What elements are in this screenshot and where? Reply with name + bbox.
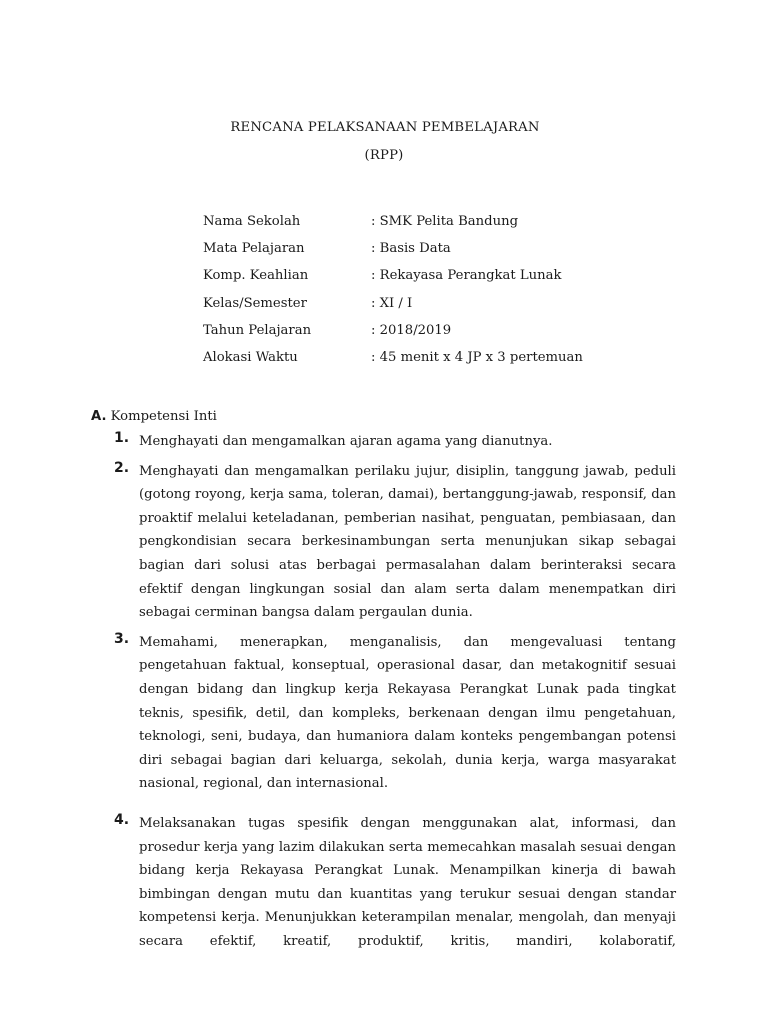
info-value: : XI / I xyxy=(371,295,413,311)
item-text: Melaksanakan tugas spesifik dengan menggunakan alat, informasi, dan prosedur kerja yang lazim dilakukan serta memecahkan masalah sesuai dengan bidang kerja Rekayasa Perangkat Lunak. Menampilkan kinerja di bawah bimbingan dengan mutu dan kuantitas yang terukur sesuai dengan standar kompetensi kerja. Menunjukkan keterampilan menalar, mengolah, dan menyaji secara efektif, kreatif, produktif, kritis, mandiri, kolaboratif, xyxy=(139,815,676,949)
item-number: 4. xyxy=(114,811,130,828)
info-label: Kelas/Semester xyxy=(203,295,307,311)
info-row-expertise xyxy=(203,266,583,293)
document-title: RENCANA PELAKSANAAN PEMBELAJARAN xyxy=(230,120,540,135)
info-row-class xyxy=(203,294,583,321)
info-value: : Rekayasa Perangkat Lunak xyxy=(371,268,562,284)
info-label: Mata Pelajaran xyxy=(203,241,305,257)
list-item xyxy=(114,631,676,796)
item-text: Menghayati dan mengamalkan perilaku jujur, disiplin, tanggung jawab, peduli (gotong royong, kerja sama, toleran, damai), bertanggung-jawab, responsif, dan proaktif melalui keteladanan, pemberian nasihat, penguatan, pembiasaan, dan pengkondisian secara berkesinambungan serta menunjukan sikap sebagai bagian dari solusi atas berbagai permasalahan dalam berinteraksi secara efektif dengan lingkungan sosial dan alam serta dalam menempatkan diri sebagai cerminan bangsa dalam pergaulan dunia. xyxy=(139,463,676,621)
section-title: Kompetensi Inti xyxy=(106,409,217,424)
info-row-school xyxy=(203,212,583,239)
item-number: 3. xyxy=(114,630,130,647)
item-text: Memahami, menerapkan, menganalisis, dan mengevaluasi tentang pengetahuan faktual, konseptual, operasional dasar, dan metakognitif sesuai dengan bidang dan lingkup kerja Rekayasa Perangkat Lunak pada tingkat teknis, spesifik, detil, dan kompleks, berkenaan dengan ilmu pengetahuan, teknologi, seni, budaya, dan humaniora dalam konteks pengembangan potensi diri sebagai bagian dari keluarga, sekolah, dunia kerja, warga masyarakat nasional, regional, dan internasional. xyxy=(139,634,676,792)
document-subtitle: (RPP) xyxy=(364,148,404,163)
info-value: : SMK Pelita Bandung xyxy=(371,214,519,229)
list-item xyxy=(114,812,676,954)
list-item xyxy=(114,460,676,625)
item-number: 1. xyxy=(114,430,130,446)
list-item xyxy=(114,430,676,454)
item-number: 2. xyxy=(114,459,130,476)
identity-table xyxy=(203,212,583,375)
section-letter: A. xyxy=(91,409,107,424)
info-row-subject xyxy=(203,239,583,266)
info-row-year xyxy=(203,321,583,348)
info-value: : Basis Data xyxy=(371,241,451,257)
info-label: Komp. Keahlian xyxy=(203,268,309,284)
info-row-time xyxy=(203,348,583,375)
item-text: Menghayati dan mengamalkan ajaran agama yang dianutnya. xyxy=(139,434,553,449)
info-value: : 2018/2019 xyxy=(371,322,452,338)
info-label: Tahun Pelajaran xyxy=(203,322,312,338)
info-label: Alokasi Waktu xyxy=(203,349,298,365)
info-label: Nama Sekolah xyxy=(203,214,301,229)
info-value: : 45 menit x 4 JP x 3 pertemuan xyxy=(371,349,583,365)
competency-list xyxy=(114,430,676,953)
section-heading xyxy=(91,407,217,427)
